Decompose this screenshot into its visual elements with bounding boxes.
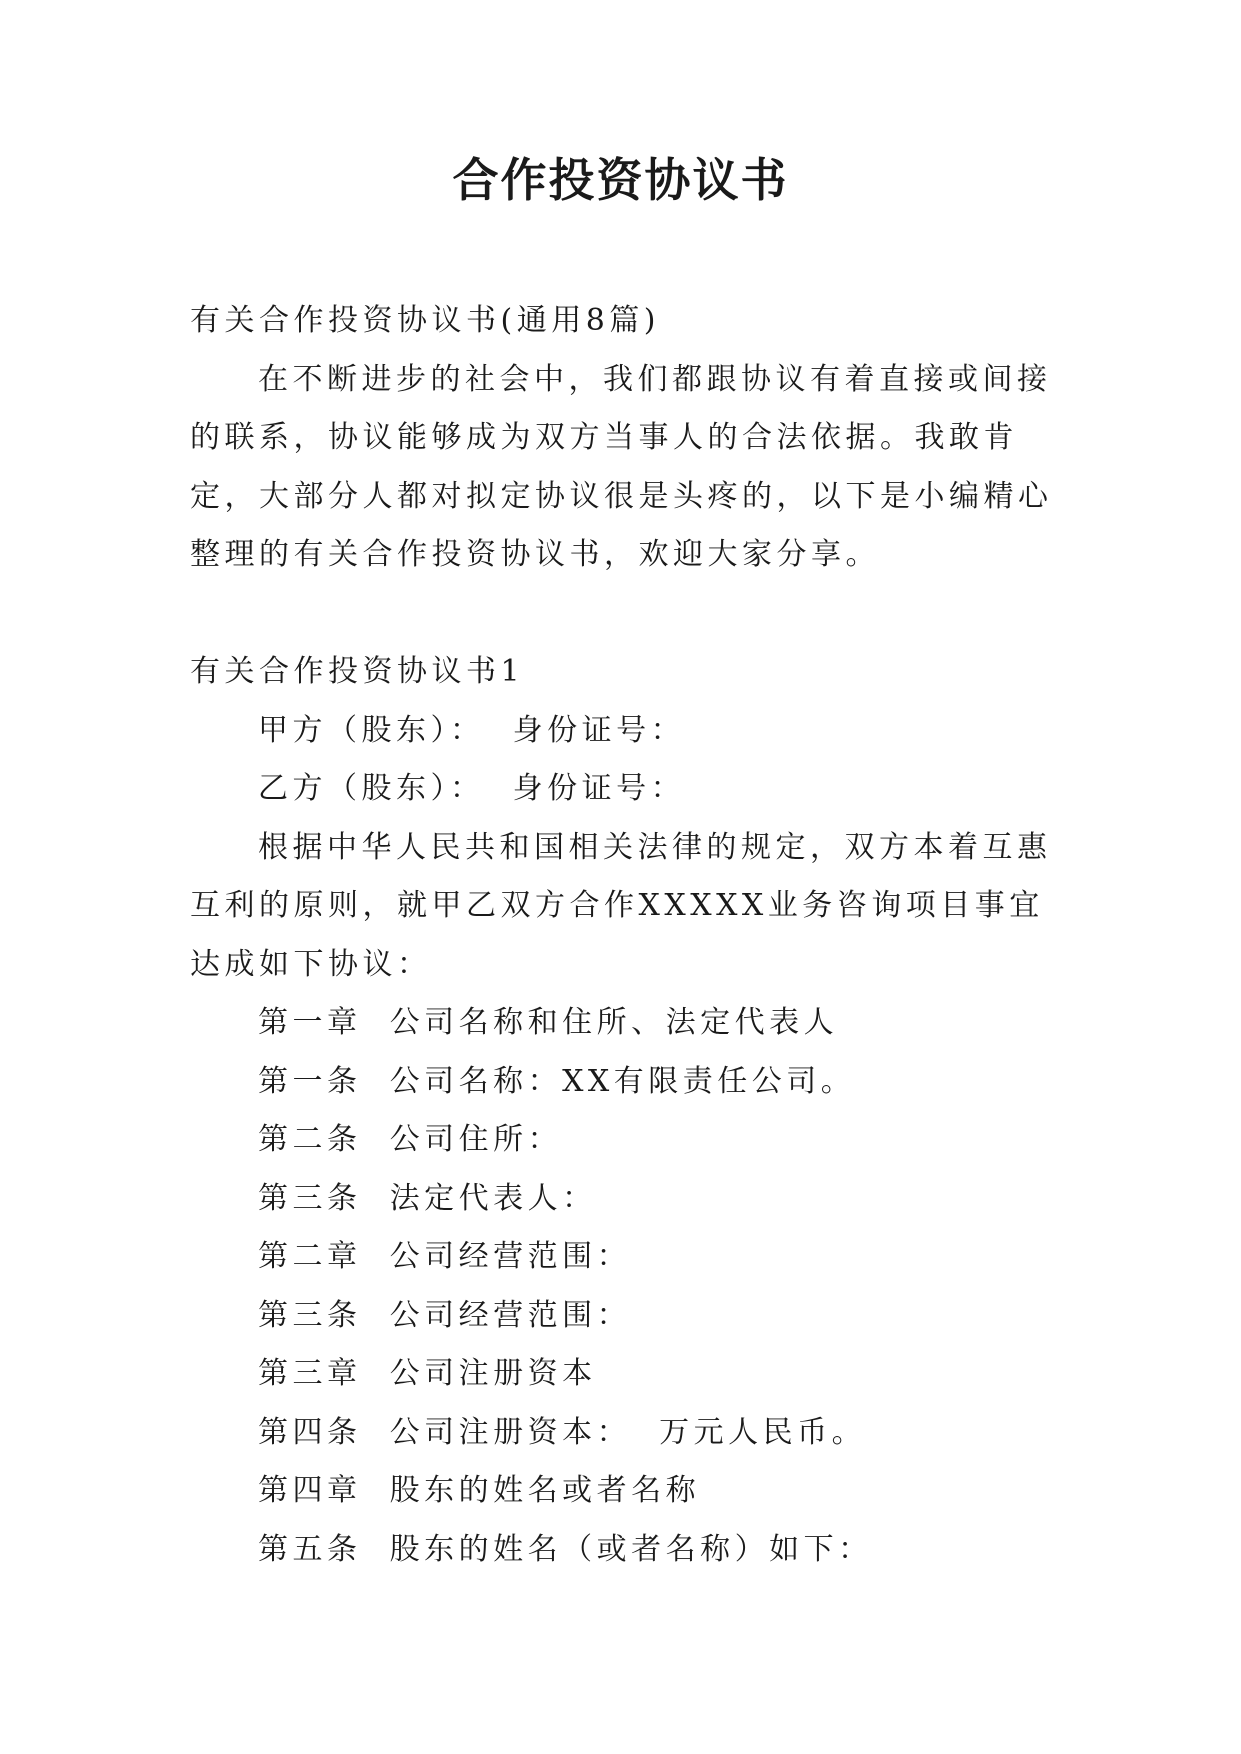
clause-line: 第四章 股东的姓名或者名称 xyxy=(258,1473,701,1508)
clause-line: 第三条 公司经营范围： xyxy=(258,1297,632,1333)
clause-line: 第三条 法定代表人： xyxy=(258,1180,597,1216)
preamble-paragraph: 根据中华人民共和国相关法律的规定，双方本着互惠互利的原则，就甲乙双方合作XXXXX业务咨询项目事宜达成如下协议： xyxy=(190,829,1052,982)
party-a-line: 甲方（股东）： 身份证号： xyxy=(258,712,686,748)
clause-line: 第二条 公司住所： xyxy=(258,1122,563,1157)
clause-line: 第一章 公司名称和住所、法定代表人 xyxy=(258,1005,839,1040)
document-body xyxy=(190,292,1060,1579)
party-b-line: 乙方（股东）： 身份证号： xyxy=(258,771,686,806)
clause-line: 第一条 公司名称：XX有限责任公司。 xyxy=(258,1063,856,1099)
intro-paragraph: 在不断进步的社会中，我们都跟协议有着直接或间接的联系，协议能够成为双方当事人的合法依据。我敢肯定，大部分人都对拟定协议很是头疼的，以下是小编精心整理的有关合作投资协议书，欢迎大家分享。 xyxy=(190,361,1053,572)
clause-line: 第二章 公司经营范围： xyxy=(258,1239,632,1274)
section-heading: 有关合作投资协议书1 xyxy=(190,654,525,689)
document-title: 合作投资协议书 xyxy=(452,153,789,207)
document-subtitle: 有关合作投资协议书(通用8篇) xyxy=(190,303,660,338)
clause-line: 第三章 公司注册资本 xyxy=(258,1356,597,1391)
clause-line: 第五条 股东的姓名（或者名称）如下： xyxy=(258,1531,873,1567)
clause-line: 第四条 公司注册资本： 万元人民币。 xyxy=(258,1414,867,1450)
paragraph-gap xyxy=(190,585,1060,644)
